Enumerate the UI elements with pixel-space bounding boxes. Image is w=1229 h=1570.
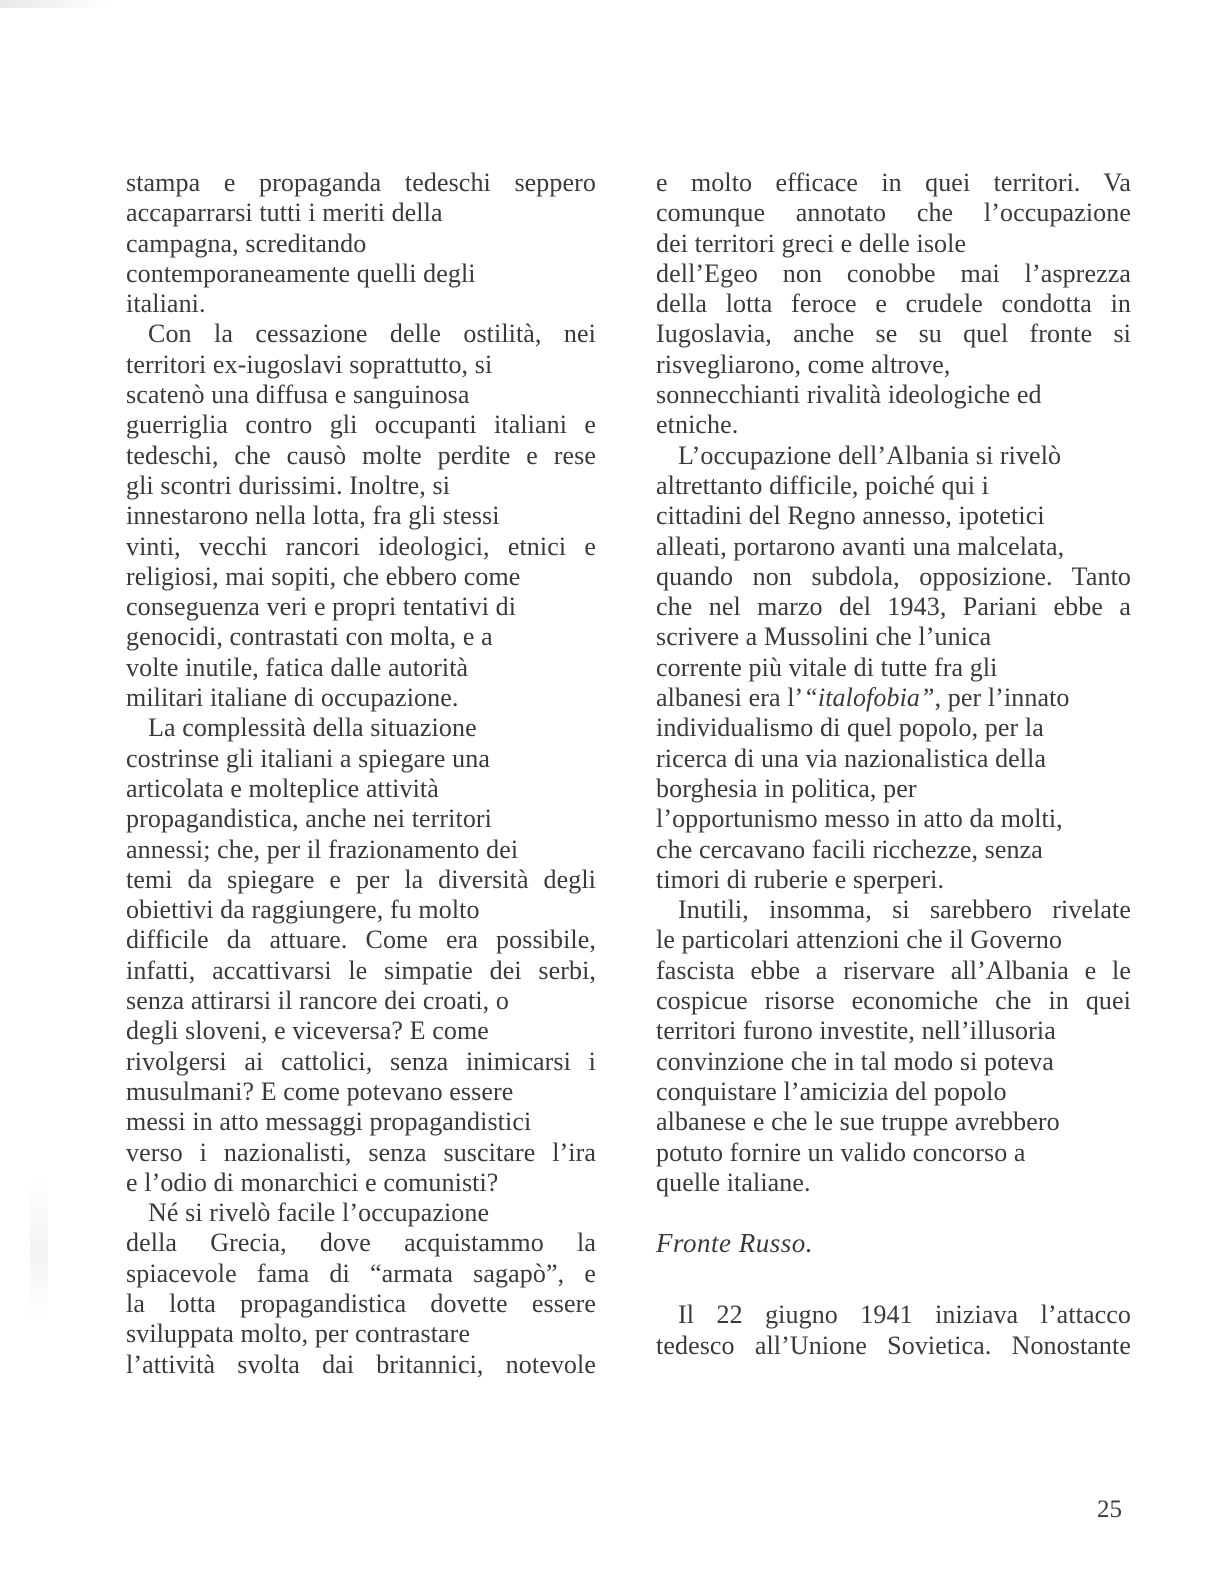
right-column-section-body bbox=[656, 1300, 1131, 1361]
text-line: sviluppata molto, per contrastare bbox=[126, 1319, 471, 1349]
text-line: potuto fornire un valido concorso a bbox=[656, 1137, 1026, 1167]
text-line: articolata e molteplice attività bbox=[126, 773, 439, 803]
text-line: territori ex-iugoslavi soprattutto, si bbox=[126, 349, 493, 379]
text-line: difficile da attuare. Come era possibile, bbox=[126, 925, 596, 955]
text-line: temi da spiegare e per la diversità degli bbox=[126, 864, 596, 894]
text-line: La complessità della situazione bbox=[148, 713, 477, 743]
text-line: genocidi, contrastati con molta, e a bbox=[126, 622, 493, 652]
text-line: convinzione che in tal modo si poteva bbox=[656, 1046, 1054, 1076]
text-line: volte inutile, fatica dalle autorità bbox=[126, 652, 469, 682]
text-line: che nel marzo del 1943, Pariani ebbe a bbox=[656, 592, 1131, 622]
text-line: italiani. bbox=[126, 289, 206, 319]
text-line: conquistare l’amicizia del popolo bbox=[656, 1076, 1007, 1106]
page-number: 25 bbox=[1097, 1496, 1122, 1523]
text-line: e molto efficace in quei territori. Va bbox=[656, 168, 1131, 197]
text-line: contemporaneamente quelli degli bbox=[126, 258, 476, 288]
right-column-body bbox=[656, 168, 1131, 1198]
text-line: la lotta propagandistica dovette essere bbox=[126, 1288, 596, 1318]
text-line: guerriglia contro gli occupanti italiani e bbox=[126, 410, 596, 440]
text-line: cittadini del Regno annesso, ipotetici bbox=[656, 501, 1045, 531]
text-line: Il 22 giugno 1941 iniziava l’attacco bbox=[678, 1300, 1131, 1330]
text-line: etniche. bbox=[656, 410, 739, 440]
text-line: borghesia in politica, per bbox=[656, 773, 917, 803]
text-line: quelle italiane. bbox=[656, 1167, 811, 1197]
text-line: le particolari attenzioni che il Governo bbox=[656, 925, 1063, 955]
text-line: religiosi, mai sopiti, che ebbero come bbox=[126, 561, 521, 591]
text-fragment: albanesi era l’ bbox=[656, 683, 804, 713]
text-line: alleati, portarono avanti una malcelata, bbox=[656, 531, 1065, 561]
text-line: della Grecia, dove acquistammo la bbox=[126, 1228, 596, 1258]
text-line: individualismo di quel popolo, per la bbox=[656, 713, 1044, 743]
text-line: Inutili, insomma, si sarebbero rivelate bbox=[678, 895, 1131, 925]
text-line: scatenò una diffusa e sanguinosa bbox=[126, 380, 470, 410]
text-line: gli scontri durissimi. Inoltre, si bbox=[126, 470, 451, 500]
text-line: timori di ruberie e sperperi. bbox=[656, 864, 945, 894]
text-line: campagna, screditando bbox=[126, 228, 367, 258]
text-line: corrente più vitale di tutte fra gli bbox=[656, 652, 998, 682]
text-line: propagandistica, anche nei territori bbox=[126, 804, 493, 834]
text-line: comunque annotato che l’occupazione bbox=[656, 198, 1131, 228]
text-line: verso i nazionalisti, senza suscitare l’ira bbox=[126, 1137, 596, 1167]
text-line: cospicue risorse economiche che in quei bbox=[656, 986, 1131, 1016]
text-line: Iugoslavia, anche se su quel fronte si bbox=[656, 319, 1131, 349]
text-line: rivolgersi ai cattolici, senza inimicarsi i bbox=[126, 1046, 596, 1076]
text-line: l’attività svolta dai britannici, notevole bbox=[126, 1349, 596, 1379]
text-line: albanese e che le sue truppe avrebbero bbox=[656, 1107, 1060, 1137]
text-line: infatti, accattivarsi le simpatie dei serbi, bbox=[126, 955, 596, 985]
text-line: annessi; che, per il frazionamento dei bbox=[126, 834, 519, 864]
text-line: scrivere a Mussolini che l’unica bbox=[656, 622, 992, 652]
text-line: l’opportunismo messo in atto da molti, bbox=[656, 804, 1063, 834]
text-line: costrinse gli italiani a spiegare una bbox=[126, 743, 490, 773]
text-line: vinti, vecchi rancori ideologici, etnici e bbox=[126, 531, 596, 561]
text-line: stampa e propaganda tedeschi seppero bbox=[126, 168, 596, 197]
italic-term: “italofobia” bbox=[803, 683, 935, 713]
text-line: innestarono nella lotta, fra gli stessi bbox=[126, 501, 500, 531]
text-line: fascista ebbe a riservare all’Albania e le bbox=[656, 955, 1131, 985]
left-column bbox=[126, 168, 596, 1380]
text-line: sonnecchianti rivalità ideologiche ed bbox=[656, 380, 1042, 410]
section-title: Fronte Russo. bbox=[656, 1228, 813, 1259]
text-line: senza attirarsi il rancore dei croati, o bbox=[126, 986, 509, 1016]
text-line: Né si rivelò facile l’occupazione bbox=[148, 1198, 490, 1228]
text-line: tedesco all’Unione Sovietica. Nonostante bbox=[656, 1330, 1131, 1360]
text-line: conseguenza veri e propri tentativi di bbox=[126, 592, 517, 622]
text-line: Con la cessazione delle ostilità, nei bbox=[148, 319, 596, 349]
text-line: della lotta feroce e crudele condotta in bbox=[656, 289, 1131, 319]
text-line: altrettanto difficile, poiché qui i bbox=[656, 470, 989, 500]
text-line: spiacevole fama di “armata sagapò”, e bbox=[126, 1258, 596, 1288]
scan-margin-mark bbox=[30, 1180, 48, 1320]
scan-edge-shadow bbox=[0, 0, 110, 8]
text-line bbox=[656, 683, 1131, 713]
text-line: risvegliarono, come altrove, bbox=[656, 349, 951, 379]
text-line: territori furono investite, nell’illusoria bbox=[656, 1016, 1056, 1046]
text-line: obiettivi da raggiungere, fu molto bbox=[126, 895, 480, 925]
text-line: dei territori greci e delle isole bbox=[656, 228, 967, 258]
text-line: quando non subdola, opposizione. Tanto bbox=[656, 561, 1131, 591]
text-line: ricerca di una via nazionalistica della bbox=[656, 743, 1047, 773]
text-line: accaparrarsi tutti i meriti della bbox=[126, 198, 443, 228]
text-line: che cercavano facili ricchezze, senza bbox=[656, 834, 1043, 864]
text-line: tedeschi, che causò molte perdite e rese bbox=[126, 440, 596, 470]
text-line: musulmani? E come potevano essere bbox=[126, 1076, 514, 1106]
text-line: militari italiane di occupazione. bbox=[126, 683, 459, 713]
text-line: messi in atto messaggi propagandistici bbox=[126, 1107, 532, 1137]
text-line: e l’odio di monarchici e comunisti? bbox=[126, 1167, 499, 1197]
text-fragment: , per l’innato bbox=[934, 683, 1070, 713]
text-line: dell’Egeo non conobbe mai l’asprezza bbox=[656, 258, 1131, 288]
text-line: degli sloveni, e viceversa? E come bbox=[126, 1016, 489, 1046]
text-line: L’occupazione dell’Albania si rivelò bbox=[678, 440, 1062, 470]
right-column bbox=[656, 168, 1131, 1361]
